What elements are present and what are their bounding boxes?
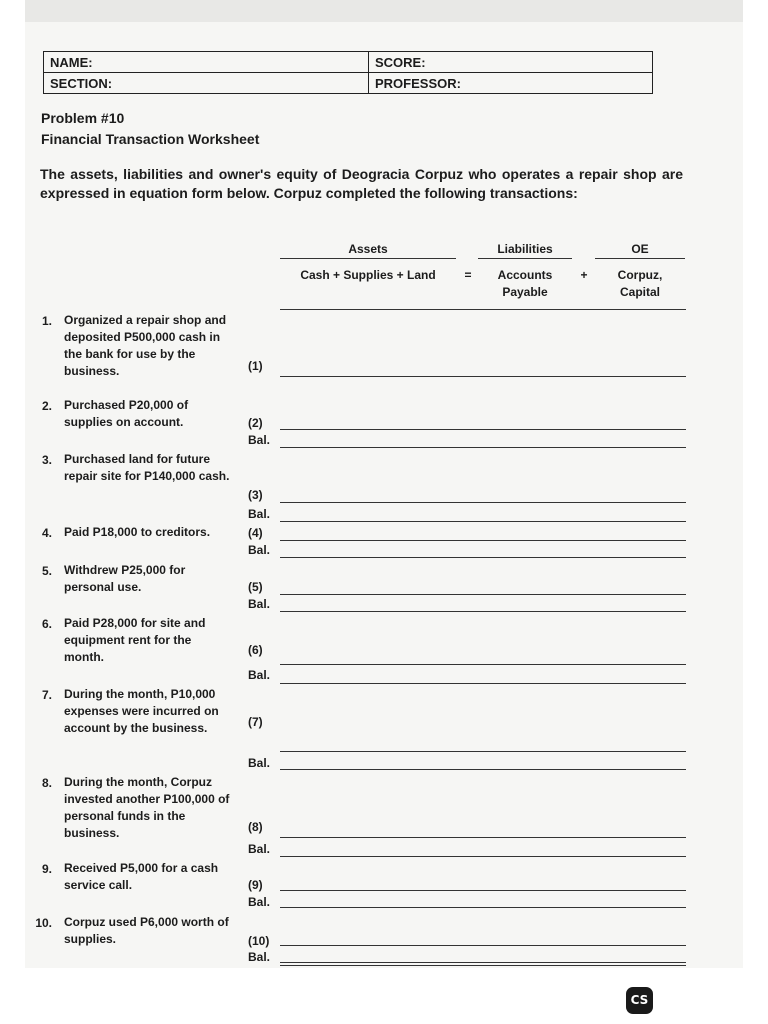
liabilities-header: Liabilities [497, 242, 553, 256]
plus-sign: + [580, 268, 588, 282]
transaction-number: 8. [41, 776, 52, 790]
transaction-text: Corpuz used P6,000 worth of supplies. [64, 915, 229, 946]
transaction-number: 5. [41, 564, 52, 578]
final-double-rule [280, 965, 686, 966]
balance-label: Bal. [248, 597, 271, 611]
entry-line[interactable] [280, 376, 686, 377]
entry-line[interactable] [280, 594, 686, 595]
camscanner-logo: CS [626, 987, 653, 1014]
transaction-ref: (10) [248, 934, 270, 948]
transaction-number: 9. [41, 862, 52, 876]
problem-number: Problem #10 [41, 110, 125, 126]
transaction-ref: (4) [248, 526, 263, 540]
section-label: SECTION: [44, 73, 369, 94]
transaction-number: 7. [41, 688, 52, 702]
balance-line[interactable] [280, 521, 686, 522]
assets-detail: Cash + Supplies + Land [300, 268, 436, 282]
entry-line[interactable] [280, 945, 686, 946]
transaction-text: Purchased P20,000 of supplies on account. [64, 398, 189, 429]
transaction-text: Paid P28,000 for site and equipment rent for the month. [64, 616, 206, 664]
transaction-text: Purchased land for future repair site for P140,000 cash. [64, 452, 230, 483]
name-label: NAME: [44, 52, 369, 73]
entry-line[interactable] [280, 540, 686, 541]
header-rule [280, 309, 686, 310]
transaction-number: 4. [41, 526, 52, 540]
transaction-ref: (7) [248, 715, 263, 729]
balance-line[interactable] [280, 611, 686, 612]
transaction-ref: (5) [248, 580, 263, 594]
balance-label: Bal. [248, 668, 271, 682]
transaction-text: During the month, P10,000 expenses were incurred on account by the business. [64, 687, 219, 735]
transaction-text: Withdrew P25,000 for personal use. [64, 563, 186, 594]
transaction-text: Paid P18,000 to creditors. [64, 525, 211, 539]
transaction-ref: (2) [248, 416, 263, 430]
balance-label: Bal. [248, 950, 271, 964]
transaction-number: 10. [35, 916, 52, 930]
transaction-ref: (1) [248, 359, 263, 373]
balance-line[interactable] [280, 447, 686, 448]
equals-sign: = [464, 268, 472, 282]
accounts-payable-line1: Accounts [497, 268, 553, 282]
balance-label: Bal. [248, 507, 271, 521]
balance-label: Bal. [248, 756, 271, 770]
transaction-number: 1. [41, 314, 52, 328]
accounts-payable-line2: Payable [502, 285, 548, 299]
problem-intro: The assets, liabilities and owner's equity of Deogracia Corpuz who operates a repair shop are expressed in equation form below. Corpuz completed the following transactions: [40, 166, 683, 201]
entry-line[interactable] [280, 837, 686, 838]
transaction-ref: (9) [248, 878, 263, 892]
entry-line[interactable] [280, 890, 686, 891]
entry-line[interactable] [280, 429, 686, 430]
transaction-ref: (6) [248, 643, 263, 657]
transaction-number: 3. [41, 453, 52, 467]
balance-line[interactable] [280, 962, 686, 963]
balance-label: Bal. [248, 842, 271, 856]
worksheet-title: Financial Transaction Worksheet [41, 131, 260, 147]
transaction-number: 6. [41, 617, 52, 631]
balance-label: Bal. [248, 433, 271, 447]
transaction-number: 2. [41, 399, 52, 413]
balance-line[interactable] [280, 907, 686, 908]
balance-label: Bal. [248, 543, 271, 557]
balance-line[interactable] [280, 683, 686, 684]
assets-header: Assets [348, 242, 388, 256]
professor-label: PROFESSOR: [369, 73, 653, 94]
oe-header: OE [631, 242, 649, 256]
oe-header-underline [595, 258, 685, 259]
entry-line[interactable] [280, 502, 686, 503]
capital-line1: Corpuz, [617, 268, 663, 282]
entry-line[interactable] [280, 664, 686, 665]
balance-line[interactable] [280, 856, 686, 857]
transaction-ref: (8) [248, 820, 263, 834]
transaction-text: During the month, Corpuz invested another P100,000 of personal funds in the business. [64, 775, 230, 840]
balance-line[interactable] [280, 557, 686, 558]
transaction-text: Received P5,000 for a cash service call. [64, 861, 219, 892]
balance-line[interactable] [280, 769, 686, 770]
transaction-text: Organized a repair shop and deposited P500,000 cash in the bank for use by the business. [64, 313, 227, 378]
assets-header-underline [280, 258, 456, 259]
score-label: SCORE: [369, 52, 653, 73]
capital-line2: Capital [619, 285, 660, 299]
liabilities-header-underline [478, 258, 572, 259]
paper-top-shadow [25, 0, 743, 22]
entry-line[interactable] [280, 751, 686, 752]
balance-label: Bal. [248, 895, 271, 909]
student-info-table [43, 51, 653, 94]
transaction-ref: (3) [248, 488, 263, 502]
